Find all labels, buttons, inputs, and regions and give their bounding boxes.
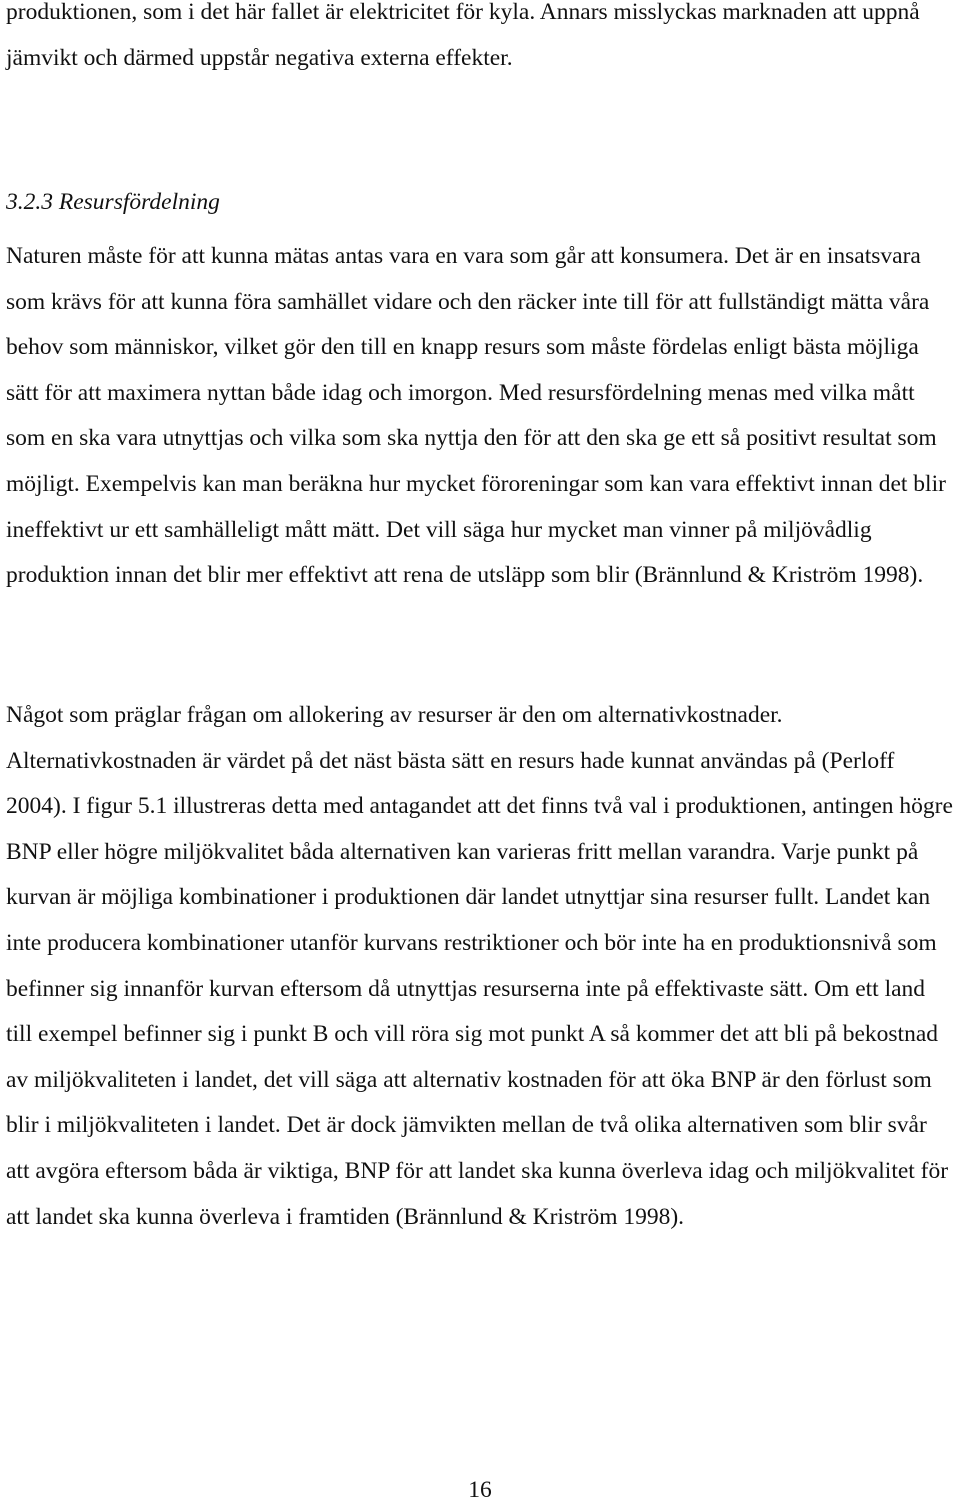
alternativkostnad-paragraph: Något som präglar frågan om allokering av resurser är den om alternativkostnader. Alternativkostnaden är värdet på det näst bästa sätt en resurs hade kunnat användas på (Perloff 2004). I figur 5.1 illustreras detta med antagandet att det finns två val i produktionen, antingen högre BNP eller högre miljökvalitet båda alternativen kan varieras fritt mellan varandra. Varje punkt på kurvan är möjliga kombinationer i produktionen där landet utnyttjar sina resurser fullt. Landet kan inte producera kombinationer utanför kurvans restriktioner och bör inte ha en produktionsnivå som befinner sig innanför kurvan eftersom då utnyttjas resurserna inte på effektivaste sätt. Om ett land till exempel befinner sig i punkt B och vill röra sig mot punkt A så kommer det att bli på bekostnad av miljökvaliteten i landet, det vill säga att alternativ kostnaden för att öka BNP är den förlust som blir i miljökvaliteten i landet. Det är dock jämvikten mellan de två olika alternativen som blir svår att avgöra eftersom båda är viktiga, BNP för att landet ska kunna överleva idag och miljökvalitet för att landet ska kunna överleva i framtiden (Brännlund & Kriström 1998). [6, 702, 953, 1230]
section-heading: 3.2.3 Resursfördelning [6, 189, 220, 215]
intro-paragraph: produktionen, som i det här fallet är elektricitet för kyla. Annars misslyckas marknaden att uppnå jämvikt och därmed uppstår negativa externa effekter. [6, 0, 920, 71]
resursfordelning-paragraph: Naturen måste för att kunna mätas antas vara en vara som går att konsumera. Det är en insatsvara som krävs för att kunna föra samhället vidare och den räcker inte till för att fullständigt mätta våra behov som människor, vilket gör den till en knapp resurs som måste fördelas enligt bästa möjliga sätt för att maximera nyttan både idag och imorgon. Med resursfördelning menas med vilka mått som en ska vara utnyttjas och vilka som ska nyttja den för att den ska ge ett så positivt resultat som möjligt. Exempelvis kan man beräkna hur mycket föroreningar som kan vara effektivt innan det blir ineffektivt ur ett samhälleligt mått mätt. Det vill säga hur mycket man vinner på miljövådlig produktion innan det blir mer effektivt att rena de utsläpp som blir (Brännlund & Kriström 1998). [6, 243, 946, 589]
page-number: 16 [468, 1477, 492, 1503]
